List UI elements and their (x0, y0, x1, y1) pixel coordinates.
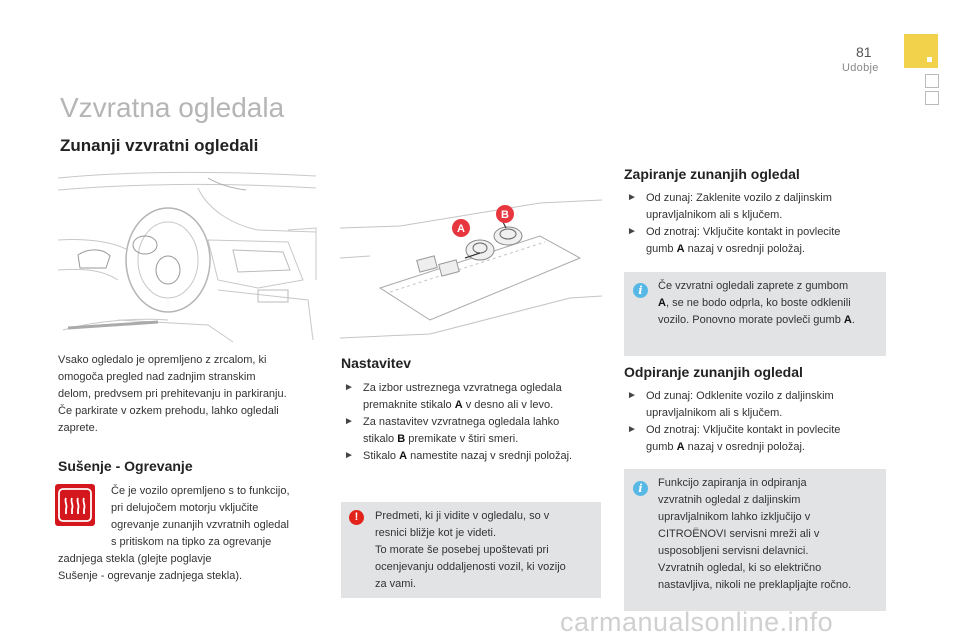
warning-icon: ! (349, 510, 364, 525)
chapter-tab-active[interactable] (904, 34, 938, 68)
bullet-icon: ► (344, 416, 354, 427)
list-item: ► Od zunaj: Odklenite vozilo z daljinskim upravljalnikom ali s ključem. (627, 390, 834, 419)
page-title: Vzvratna ogledala (60, 92, 285, 123)
list-item: ► Za izbor ustreznega vzvratnega ogledala premaknite stikalo A v desno ali v levo. (344, 382, 562, 411)
list-item: ► Za nastavitev vzvratnega ogledala lahko stikalo B premikate v štiri smeri. (344, 416, 560, 445)
intro-paragraph: Vsako ogledalo je opremljeno z zrcalom, ki omogoča pregled nad zadnjim stranskim delom, predvsem pri prehitevanju in parkiranju. Če parkirate v ozkem prehodu, lahko ogledali zaprete. (58, 354, 287, 434)
page-number: 81 (856, 44, 872, 60)
unfolding-list (624, 388, 894, 456)
service-info-note: i Funkcijo zapiranja in odpiranja vzvratnih ogledal z daljinskim upravljalnikom lahko izključijo v CITROËNOVI servisni mreži ali v usposobljeni servisni delavnici. Vzvratnih ogledal, ki so električno nastavljiva, nikoli ne preklapljajte ročno. (624, 469, 886, 611)
bullet-icon: ► (344, 382, 354, 393)
bullet-icon: ► (627, 192, 637, 203)
list-item: ► Od znotraj: Vključite kontakt in povlecite gumb A nazaj v osrednji položaj. (627, 424, 841, 453)
bullet-icon: ► (344, 450, 354, 461)
adjustment-list (341, 380, 611, 466)
rear-defrost-icon (55, 484, 95, 526)
info-icon: i (633, 481, 648, 496)
chapter-tab[interactable] (925, 74, 939, 88)
defog-paragraph-continued: zadnjega stekla (glejte poglavje Sušenje - ogrevanje zadnjega stekla). (58, 553, 243, 582)
unfolding-heading: Odpiranje zunanjih ogledal (624, 364, 803, 380)
info-icon: i (633, 283, 648, 298)
defog-paragraph: Če je vozilo opremljeno s to funkcijo, pri delujočem motorju vključite ogrevanje zunanjih vzvratnih ogledal s pritiskom na tipko za ogrevanje (111, 485, 290, 548)
chapter-label: Udobje (842, 62, 879, 74)
defog-heading: Sušenje - Ogrevanje (58, 458, 193, 474)
bullet-icon: ► (627, 226, 637, 237)
folding-info-note: i Če vzvratni ogledali zaprete z gumbom A, se ne bodo odprla, ko boste odklenili vozilo. Ponovno morate povleči gumb A. (624, 272, 886, 356)
watermark: carmanualsonline.info (560, 607, 834, 637)
list-item: ► Stikalo A namestite nazaj v srednji položaj. (341, 448, 611, 465)
bullet-icon: ► (627, 390, 637, 401)
bullet-icon: ► (627, 424, 637, 435)
folding-heading: Zapiranje zunanjih ogledal (624, 166, 800, 182)
adjustment-heading: Nastavitev (341, 355, 412, 371)
dashboard-illustration (58, 170, 318, 345)
folding-list (624, 190, 894, 258)
list-item: ► Od znotraj: Vključite kontakt in povlecite gumb A nazaj v osrednji položaj. (627, 226, 841, 255)
list-item: ► Od zunaj: Zaklenite vozilo z daljinskim upravljalnikom ali s ključem. (627, 192, 832, 221)
warning-note: ! Predmeti, ki ji vidite v ogledalu, so v resnici bližje kot je videti. To morate še posebej upoštevati pri ocenjevanju oddaljenosti vozil, ki vozijo za vami. (341, 502, 601, 598)
section-title: Zunanji vzvratni ogledali (60, 136, 259, 155)
switch-a-label: A (457, 223, 465, 235)
chapter-tab[interactable] (925, 91, 939, 105)
mirror-switch-illustration (340, 198, 602, 343)
switch-b-label: B (501, 209, 509, 221)
